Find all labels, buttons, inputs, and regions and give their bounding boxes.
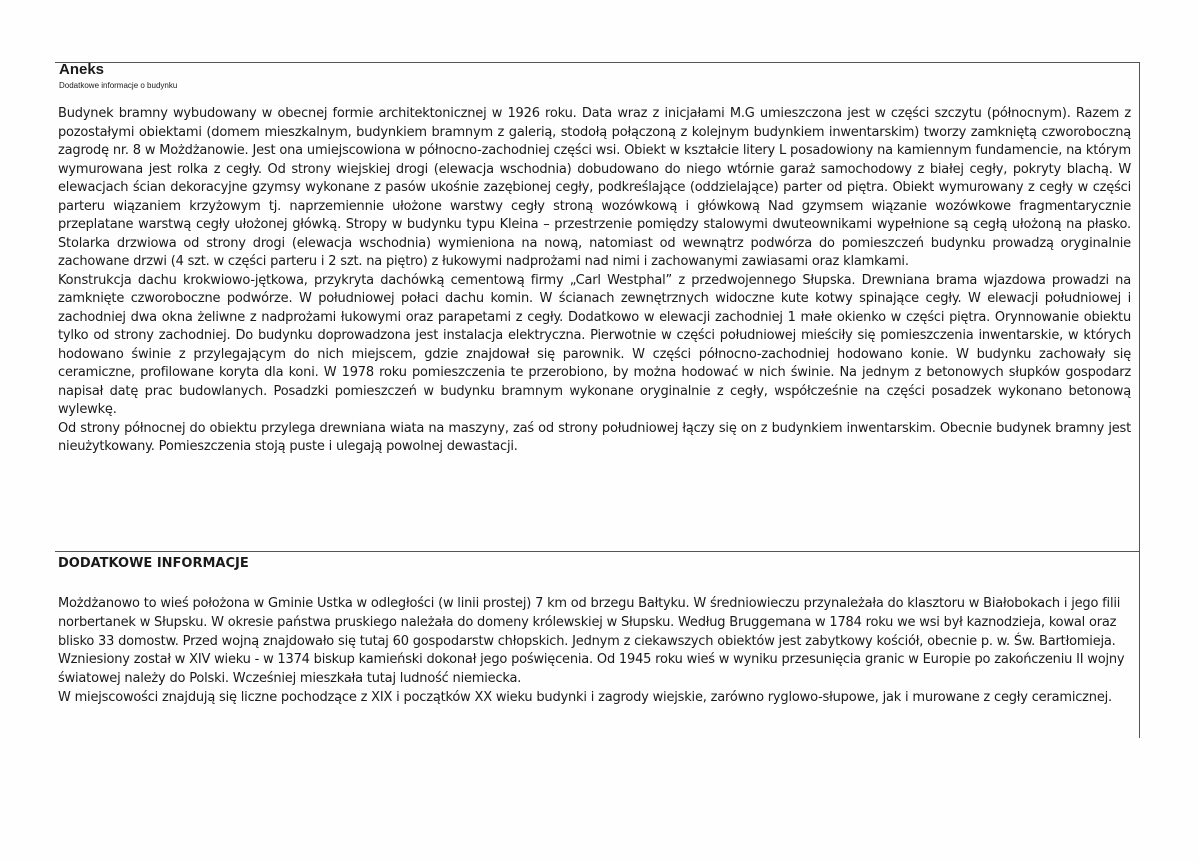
aneks-right-border bbox=[1139, 62, 1140, 552]
aneks-paragraph: Budynek bramny wybudowany w obecnej formie architektonicznej w 1926 roku. Data wraz z inicjałami M.G umieszczona jest w części szczytu (północnym). Razem z pozostałymi obiektami (domem mieszkalnym, budynkiem bramnym z galerią, stodołą połączoną z kolejnym budynkiem inwentarskim) tworzy zamkniętą czworoboczną zagrodę nr. 8 w Możdżanowie. Jest ona umiejscowiona w północno-zachodniej części wsi. Obiekt w kształcie litery L posadowiony na kamiennym fundamencie, na którym wymurowana jest rolka z cegły. Od strony wiejskiej drogi (elewacja wschodnia) dobudowano do niego wtórnie garaż samochodowy z białej cegły, pokryty blachą. W elewacjach ścian dekoracyjne gzymsy wykonane z pasów ukośnie zazębionej cegły, podkreślające (oddzielające) parter od piętra. Obiekt wymurowany z cegły w części parteru wiązaniem krzyżowym tj. naprzemiennie ułożone warstwy cegły stroną wozówkową i główkową Nad gzymsem wiązanie wozówkowe fragmentarycznie przeplatane warstwą cegły ułożonej główką. Stropy w budynku typu Kleina – przestrzenie pomiędzy stalowymi dwuteownikami wypełnione są cegłą ułożoną na płasko. Stolarka drzwiowa od strony drogi (elewacja wschodnia) wymieniona na nową, natomiast od wewnątrz podwórza do pomieszczeń budynku prowadzą oryginalnie zachowane drzwi (4 szt. w części parteru i 2 szt. na piętro) z łukowymi nadprożami nad nimi i zachowanymi zawiasami oraz klamkami. bbox=[58, 106, 1131, 269]
aneks-title: Aneks bbox=[59, 61, 105, 78]
dodatkowe-informacje-heading: DODATKOWE INFORMACJE bbox=[58, 556, 249, 571]
info-paragraph: Możdżanowo to wieś położona w Gminie Ustka w odległości (w linii prostej) 7 km od brzegu Bałtyku. W średniowieczu przynależała do klasztoru w Białobokach i jego filii norbertanek w Słupsku. W okresie państwa pruskiego należała do domeny królewskiej w Słupsku. Według Bruggemana w 1784 roku we wsi był kaznodzieja, kowal oraz blisko 33 domostw. Przed wojną znajdowało się tutaj 60 gospodarstw chłopskich. Jednym z ciekawszych obiektów jest zabytkowy kościół, obecnie p. w. Św. Bartłomieja. Wzniesiony został w XIV wieku - w 1374 biskup kamieński dokonał jego poświęcenia. Od 1945 roku wieś w wyniku przesunięcia granic w Europie po zakończeniu II wojny światowej należy do Polski. Wcześniej mieszkała tutaj ludność niemiecka. bbox=[58, 596, 1125, 687]
aneks-top-border bbox=[55, 62, 1140, 63]
aneks-paragraph: Od strony północnej do obiektu przylega drewniana wiata na maszyny, zaś od strony południowej łączy się on z budynkiem inwentarskim. Obecnie budynek bramny jest nieużytkowany. Pomieszczenia stoją puste i ulegają powolnej dewastacji. bbox=[58, 420, 1131, 454]
dodatkowe-informacje-body bbox=[58, 595, 1131, 708]
aneks-subtitle: Dodatkowe informacje o budynku bbox=[59, 81, 178, 90]
aneks-body bbox=[58, 105, 1131, 457]
info-right-border bbox=[1139, 551, 1140, 738]
section-divider bbox=[55, 551, 1140, 552]
info-paragraph: W miejscowości znajdują się liczne pochodzące z XIX i początków XX wieku budynki i zagrody wiejskie, zarówno ryglowo-słupowe, jak i murowane z cegły ceramicznej. bbox=[58, 689, 1112, 705]
aneks-paragraph: Konstrukcja dachu krokwiowo-jętkowa, przykryta dachówką cementową firmy „Carl Westphal” z przedwojennego Słupska. Drewniana brama wjazdowa prowadzi na zamknięte czworoboczne podwórze. W południowej połaci dachu komin. W ścianach zewnętrznych widoczne kute kotwy spinające cegły. W elewacji południowej i zachodniej dwa okna żeliwne z nadprożami łukowymi oraz parapetami z cegły. Dodatkowo w elewacji zachodniej 1 małe okienko w części piętra. Orynnowanie obiektu tylko od strony zachodniej. Do budynku doprowadzona jest instalacja elektryczna. Pierwotnie w części południowej mieściły się pomieszczenia inwentarskie, w których hodowano świnie z przylegającym do nich miejscem, gdzie znajdował się parownik. W części północno-zachodniej hodowano konie. W budynku zachowały się ceramiczne, profilowane koryta dla koni. W 1978 roku pomieszczenia te przerobiono, by można hodować w nich świnie. Na jednym z betonowych słupków gospodarz napisał datę prac budowlanych. Posadzki pomieszczeń w budynku bramnym wykonane oryginalnie z cegły, współcześnie na części posadzek wykonano betonową wylewkę. bbox=[58, 272, 1131, 417]
